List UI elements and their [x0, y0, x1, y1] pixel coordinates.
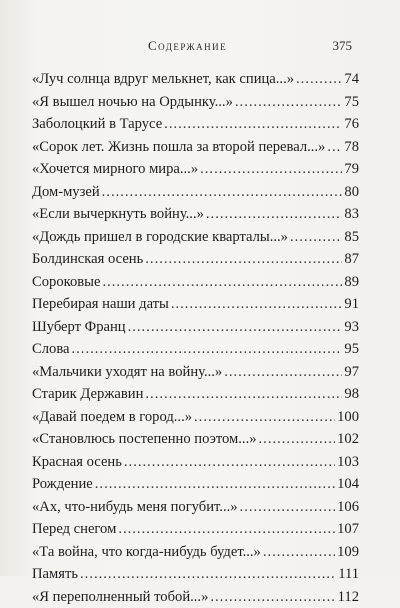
toc-entry [32, 226, 359, 249]
toc-entry-page: 87 [344, 248, 359, 271]
toc-entry-title: Заболоцкий в Тарусе [32, 113, 162, 136]
toc-entry-page: 112 [338, 586, 359, 608]
toc-dot-leader [327, 136, 342, 159]
toc-dot-leader [145, 383, 342, 406]
toc-dot-leader [164, 113, 342, 136]
toc-entry-title: «Если вычеркнуть войну...» [32, 203, 204, 226]
toc-entry-title: «Сорок лет. Жизнь пошла за второй перевал...» [32, 136, 325, 159]
toc-entry-title: «Мальчики уходят на войну...» [32, 361, 222, 384]
toc-entry [32, 383, 359, 406]
toc-entry-page: 109 [337, 541, 359, 564]
toc-entry-page: 95 [344, 338, 359, 361]
toc-dot-leader [95, 473, 335, 496]
toc-dot-leader [296, 68, 342, 91]
toc-dot-leader [194, 406, 335, 429]
toc-dot-leader [200, 158, 342, 181]
toc-entry [32, 496, 359, 519]
toc-entry-page: 103 [337, 451, 359, 474]
toc-dot-leader [235, 91, 343, 114]
running-head [0, 38, 400, 58]
table-of-contents [32, 68, 359, 608]
page-number: 375 [333, 38, 353, 54]
toc-dot-leader [240, 496, 336, 519]
toc-entry-title: Красная осень [32, 451, 122, 474]
toc-dot-leader [210, 586, 335, 608]
toc-entry-page: 102 [337, 428, 359, 451]
toc-entry-title: «Дождь пришел в городские кварталы...» [32, 226, 288, 249]
toc-entry-page: 104 [337, 473, 359, 496]
toc-entry-page: 79 [344, 158, 359, 181]
toc-entry [32, 293, 359, 316]
toc-entry-title: «Я переполненный тобой...» [32, 586, 208, 608]
toc-entry [32, 271, 359, 294]
toc-entry [32, 158, 359, 181]
toc-entry [32, 181, 359, 204]
toc-dot-leader [263, 541, 335, 564]
toc-entry [32, 473, 359, 496]
toc-entry-title: Болдинская осень [32, 248, 143, 271]
toc-entry-title: «Становлюсь постепенно поэтом...» [32, 428, 257, 451]
toc-entry-page: 93 [344, 316, 359, 339]
toc-entry [32, 518, 359, 541]
toc-dot-leader [259, 428, 336, 451]
toc-entry-title: Старик Державин [32, 383, 143, 406]
toc-entry [32, 586, 359, 608]
toc-entry-title: Перебирая наши даты [32, 293, 169, 316]
toc-dot-leader [118, 518, 335, 541]
toc-entry-title: Дом-музей [32, 181, 100, 204]
toc-entry-title: «Давай поедем в город...» [32, 406, 192, 429]
toc-dot-leader [72, 338, 343, 361]
toc-entry-page: 83 [344, 203, 359, 226]
toc-entry-page: 75 [344, 91, 359, 114]
toc-entry [32, 316, 359, 339]
toc-entry-page: 78 [344, 136, 359, 159]
toc-dot-leader [80, 563, 336, 586]
toc-dot-leader [224, 361, 342, 384]
toc-dot-leader [290, 226, 342, 249]
toc-entry [32, 361, 359, 384]
toc-entry-title: «Хочется мирного мира...» [32, 158, 198, 181]
toc-entry [32, 406, 359, 429]
toc-entry-page: 100 [337, 406, 359, 429]
toc-entry [32, 136, 359, 159]
section-title: Содержание [148, 38, 227, 54]
toc-entry-page: 106 [337, 496, 359, 519]
toc-entry-title: Рождение [32, 473, 93, 496]
toc-entry [32, 91, 359, 114]
toc-entry [32, 451, 359, 474]
toc-entry [32, 248, 359, 271]
toc-dot-leader [102, 181, 343, 204]
toc-entry-title: «Ах, что-нибудь меня погубит...» [32, 496, 238, 519]
toc-entry-page: 76 [344, 113, 359, 136]
toc-entry-title: Перед снегом [32, 518, 116, 541]
toc-entry [32, 428, 359, 451]
toc-dot-leader [145, 248, 342, 271]
toc-entry-page: 111 [338, 563, 359, 586]
toc-entry [32, 68, 359, 91]
toc-entry [32, 113, 359, 136]
toc-entry-page: 89 [344, 271, 359, 294]
toc-dot-leader [128, 316, 343, 339]
toc-entry-page: 97 [344, 361, 359, 384]
toc-dot-leader [171, 293, 343, 316]
toc-entry-title: Память [32, 563, 78, 586]
toc-entry-title: «Та война, что когда-нибудь будет...» [32, 541, 261, 564]
toc-entry-page: 85 [344, 226, 359, 249]
toc-entry-page: 80 [344, 181, 359, 204]
toc-entry [32, 203, 359, 226]
toc-entry-title: «Я вышел ночью на Ордынку...» [32, 91, 233, 114]
toc-dot-leader [124, 451, 335, 474]
toc-entry-title: Слова [32, 338, 70, 361]
toc-entry [32, 338, 359, 361]
toc-entry-title: «Луч солнца вдруг мелькнет, как спица...» [32, 68, 294, 91]
toc-entry-page: 91 [344, 293, 359, 316]
toc-entry-title: Сороковые [32, 271, 100, 294]
toc-dot-leader [206, 203, 343, 226]
toc-entry [32, 563, 359, 586]
toc-entry-page: 74 [344, 68, 359, 91]
toc-entry [32, 541, 359, 564]
toc-entry-page: 107 [337, 518, 359, 541]
toc-entry-title: Шуберт Франц [32, 316, 126, 339]
toc-dot-leader [102, 271, 342, 294]
toc-entry-page: 98 [344, 383, 359, 406]
